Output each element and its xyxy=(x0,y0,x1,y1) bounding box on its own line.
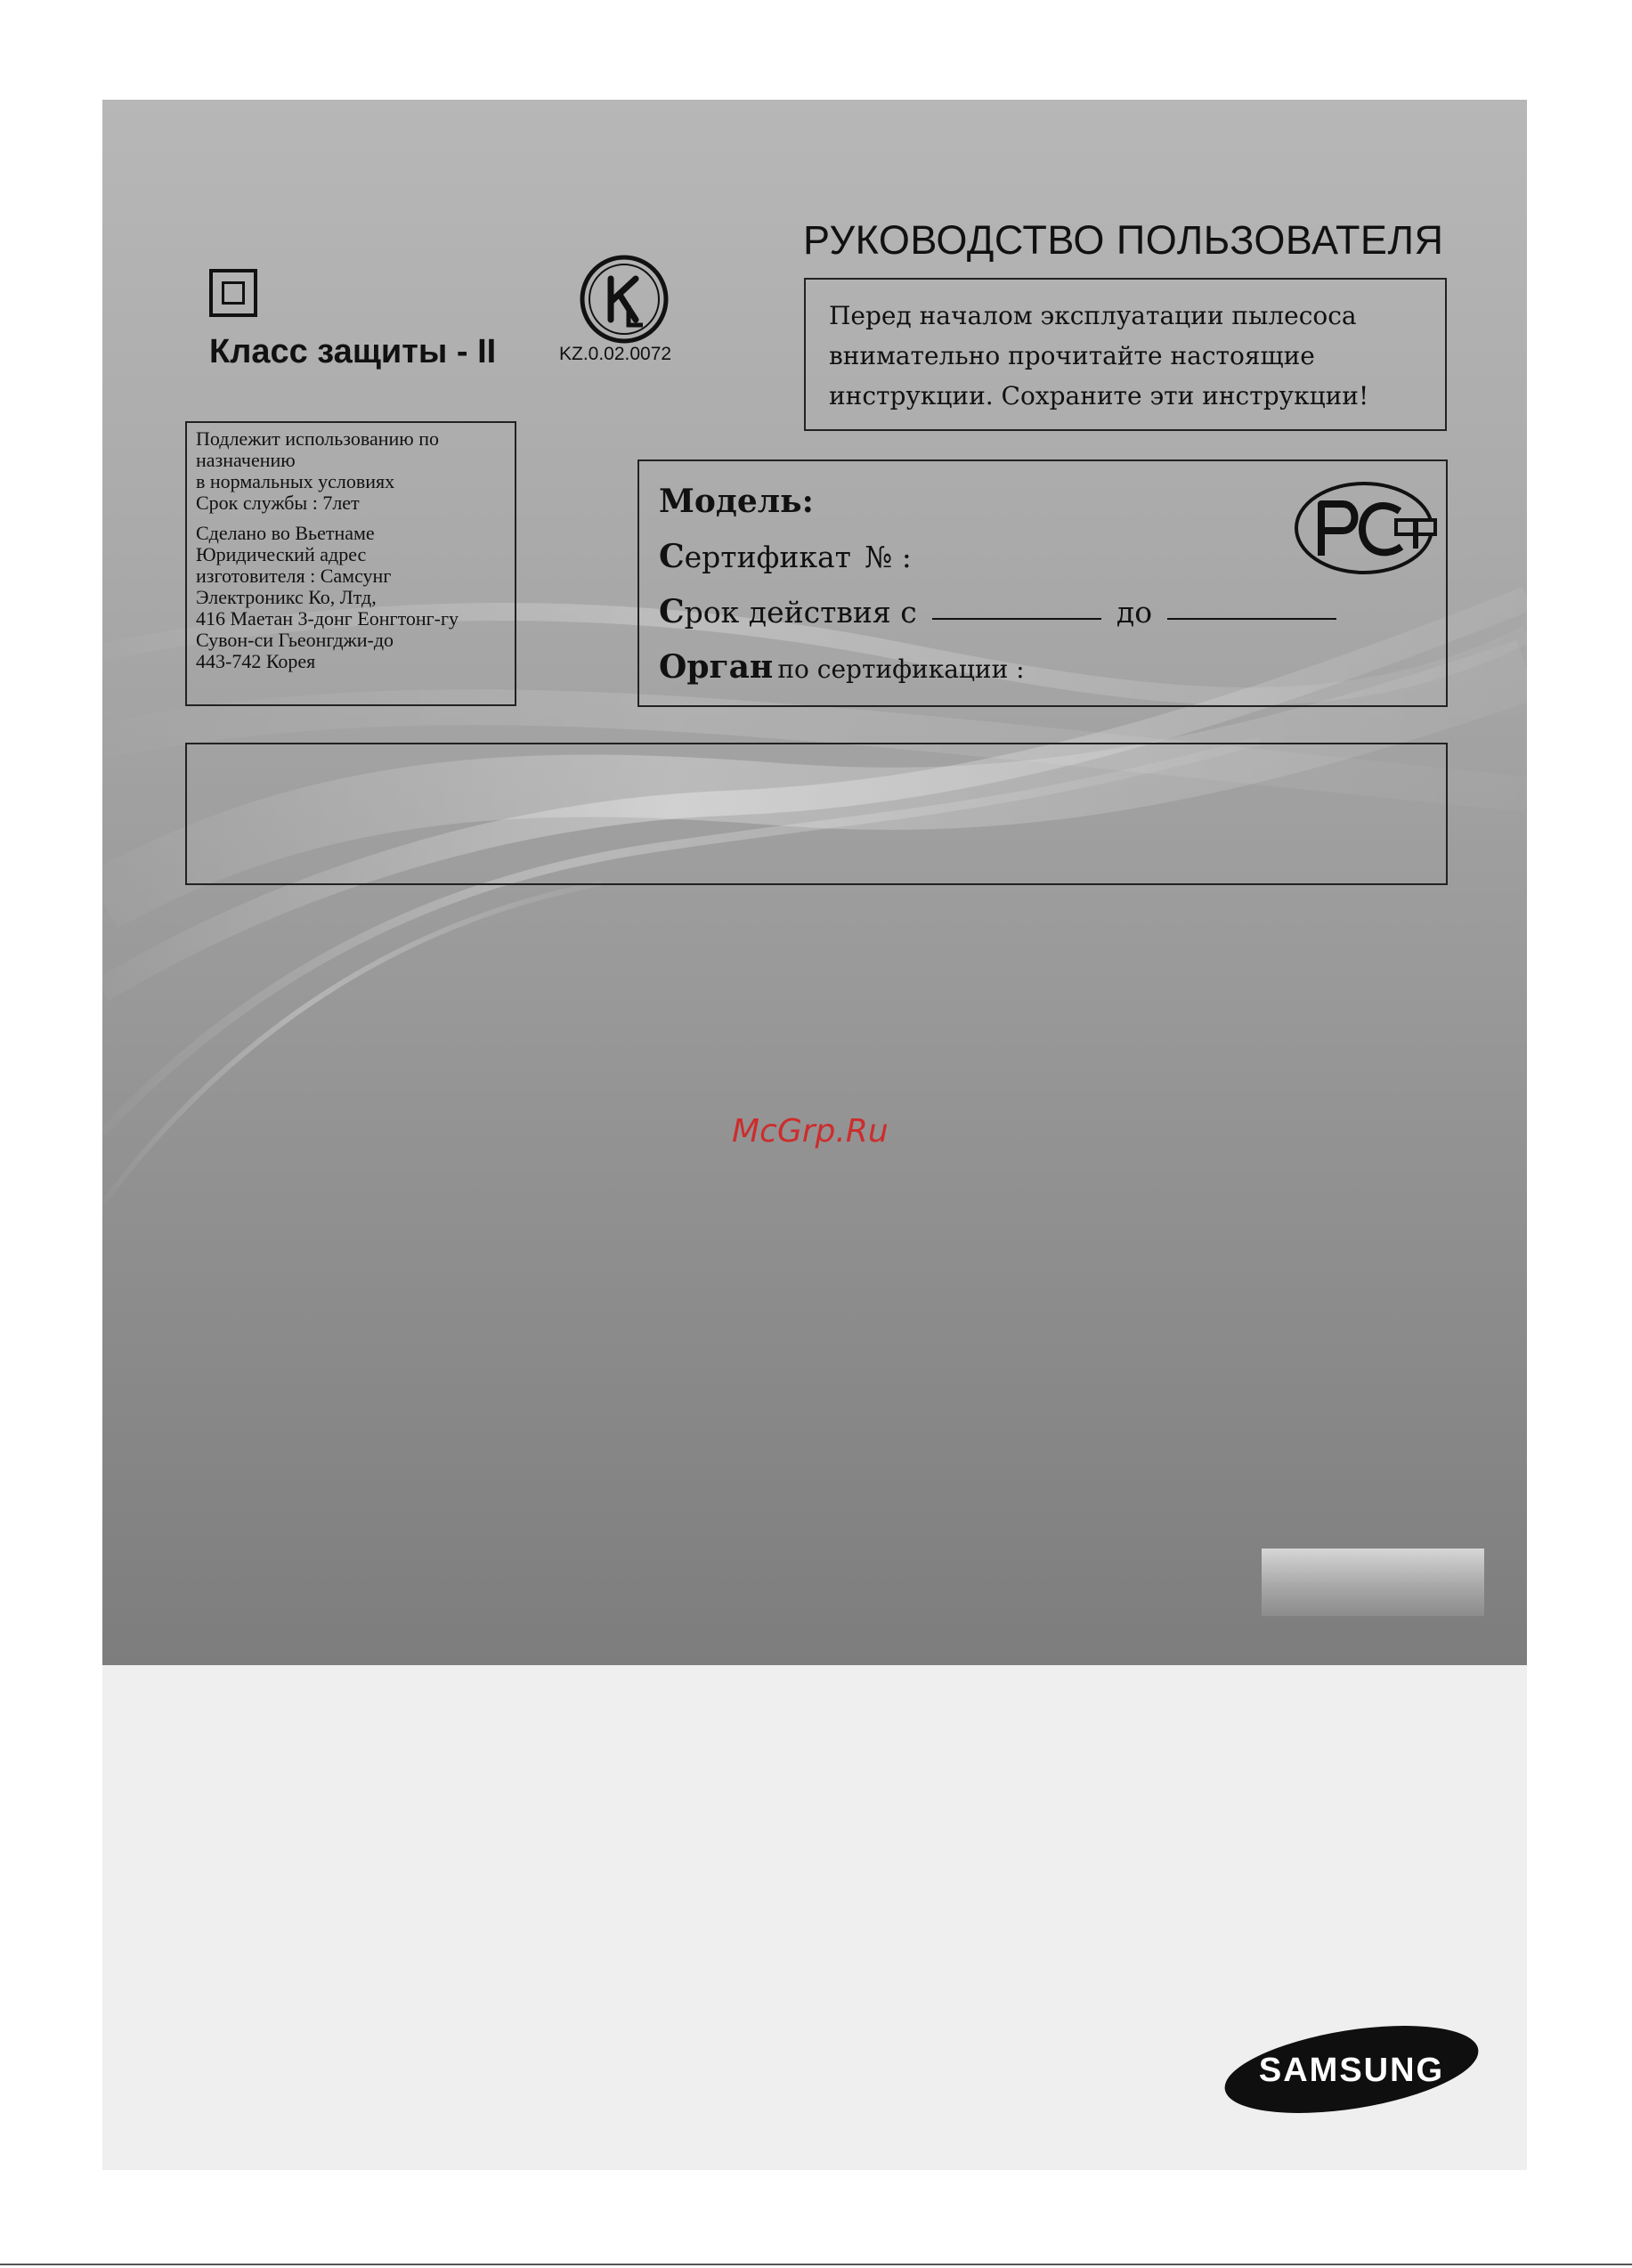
samsung-logo xyxy=(1222,2021,1481,2118)
product-info-box xyxy=(185,421,516,706)
info-line: Сделано во Вьетнаме xyxy=(196,522,375,544)
info-line: в нормальных условиях xyxy=(196,470,395,492)
info-line: Электроникс Ко, Лтд, xyxy=(196,586,377,608)
pct-certification-icon xyxy=(1291,479,1444,577)
info-line: Срок службы : 7лет xyxy=(196,492,360,514)
cert-body-line xyxy=(659,648,1025,686)
cover-page xyxy=(102,100,1527,2170)
validity-from-blank xyxy=(932,617,1101,620)
certificate-label-initial: С xyxy=(659,538,685,575)
protection-class-label: Класс защиты - II xyxy=(209,333,497,370)
info-line: 443-742 Корея xyxy=(196,650,316,672)
cert-body-label-bold: Орган xyxy=(659,648,774,686)
warning-line: инструкции. Сохраните эти инструкции! xyxy=(829,381,1369,411)
kz-certification-icon xyxy=(577,252,671,346)
info-line: Подлежит использованию по xyxy=(196,427,439,450)
warning-line: Перед началом эксплуатации пылесоса xyxy=(829,301,1357,330)
watermark-text: McGrp.Ru xyxy=(732,1113,889,1150)
certificate-number-line xyxy=(659,538,912,575)
info-line: изготовителя : Самсунг xyxy=(196,565,392,587)
warning-line: внимательно прочитайте настоящие xyxy=(829,341,1315,370)
info-line: Юридический адрес xyxy=(196,543,367,565)
validity-to-blank xyxy=(1167,617,1336,620)
validity-to-label: до xyxy=(1116,595,1153,630)
page-bottom-rule xyxy=(0,2264,1632,2265)
double-square-icon xyxy=(209,269,257,317)
certificate-number-sign: № : xyxy=(865,540,912,574)
certificate-label: ертификат xyxy=(684,540,851,574)
cover-background xyxy=(102,100,1527,1665)
label-plate xyxy=(1262,1549,1484,1616)
certificate-box xyxy=(637,459,1448,707)
cert-body-label: по сертификации : xyxy=(777,654,1025,684)
validity-label-initial: С xyxy=(659,593,685,630)
info-line: Сувон-си Гьеонгджи-до xyxy=(196,629,394,651)
warning-box xyxy=(804,278,1447,431)
validity-label: рок действия с xyxy=(684,595,917,630)
model-line xyxy=(659,483,814,520)
kz-certification-code: KZ.0.02.0072 xyxy=(559,344,672,364)
model-label: Модель: xyxy=(659,483,814,520)
blank-box xyxy=(185,743,1448,885)
svg-text:SAMSUNG: SAMSUNG xyxy=(1258,2052,1445,2089)
info-line: 416 Маетан 3-донг Еонгтонг-гу xyxy=(196,607,459,630)
validity-line xyxy=(659,593,1347,630)
info-line: назначению xyxy=(196,449,296,471)
manual-title: РУКОВОДСТВО ПОЛЬЗОВАТЕЛЯ xyxy=(803,217,1444,263)
